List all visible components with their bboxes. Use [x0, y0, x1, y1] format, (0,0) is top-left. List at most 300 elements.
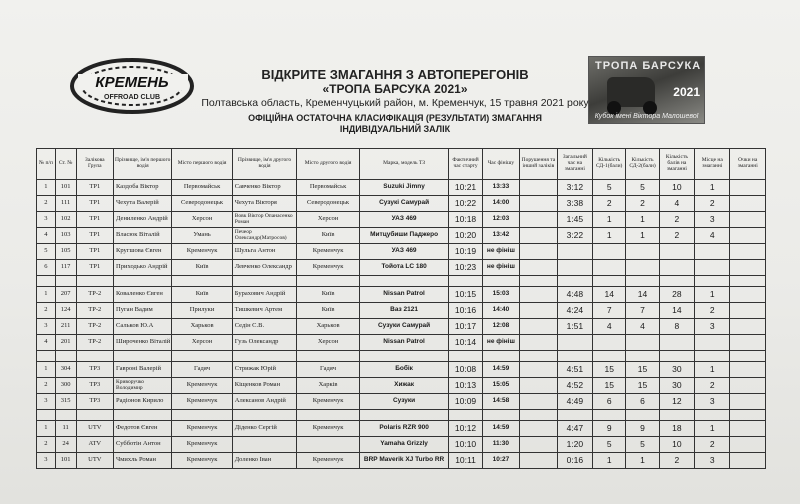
table-cell: 1 — [626, 453, 659, 469]
table-cell: 4:24 — [557, 303, 592, 319]
empty-cell — [232, 276, 297, 287]
table-cell: Кругшова Євген — [114, 244, 172, 260]
table-cell: 1 — [593, 228, 626, 244]
table-cell: ТР3 — [76, 378, 113, 394]
table-cell: 2 — [37, 303, 56, 319]
table-cell: Nissan Patrol — [359, 335, 449, 351]
table-cell: 10:21 — [449, 180, 482, 196]
table-cell: Савченко Віктор — [232, 180, 297, 196]
table-cell — [730, 196, 766, 212]
table-cell: 14 — [593, 287, 626, 303]
table-cell — [659, 260, 694, 276]
table-cell: Херсон — [172, 335, 232, 351]
table-cell: Коваленко Євген — [114, 287, 172, 303]
table-cell: 6 — [593, 394, 626, 410]
column-header: Загальний час на змаганні — [557, 149, 592, 180]
logo-right-top: ТРОПА БАРСУКА — [595, 60, 702, 72]
empty-cell — [730, 276, 766, 287]
table-cell — [626, 260, 659, 276]
table-cell: Yamaha Grizzly — [359, 437, 449, 453]
table-cell: 3 — [695, 394, 730, 410]
logo-left-text: КРЕМЕНЬ — [95, 74, 169, 91]
empty-cell — [626, 351, 659, 362]
table-cell: 12 — [659, 394, 694, 410]
table-cell: 4:49 — [557, 394, 592, 410]
table-cell: 2 — [659, 228, 694, 244]
table-row — [37, 362, 766, 378]
table-cell: Київ — [297, 303, 359, 319]
table-cell — [730, 319, 766, 335]
table-cell — [659, 335, 694, 351]
table-cell: 1 — [37, 421, 56, 437]
table-cell — [520, 228, 557, 244]
empty-cell — [37, 351, 56, 362]
table-cell — [695, 335, 730, 351]
event-name: «ТРОПА БАРСУКА 2021» — [322, 82, 468, 96]
table-cell: Київ — [172, 287, 232, 303]
table-cell: 12:03 — [482, 212, 519, 228]
table-cell: 1 — [37, 180, 56, 196]
empty-cell — [593, 410, 626, 421]
table-cell: 304 — [55, 362, 76, 378]
table-cell: Кіщенков Роман — [232, 378, 297, 394]
empty-cell — [626, 276, 659, 287]
table-cell: 5 — [593, 437, 626, 453]
table-cell: 207 — [55, 287, 76, 303]
table-cell: 105 — [55, 244, 76, 260]
table-cell: 10 — [659, 180, 694, 196]
empty-cell — [520, 410, 557, 421]
table-cell: 2 — [659, 453, 694, 469]
empty-cell — [695, 276, 730, 287]
table-cell: УАЗ 469 — [359, 244, 449, 260]
table-cell: 4:47 — [557, 421, 592, 437]
table-cell: 28 — [659, 287, 694, 303]
table-row — [37, 260, 766, 276]
table-cell: 10:12 — [449, 421, 482, 437]
table-cell: Чехута Вікторя — [232, 196, 297, 212]
empty-cell — [520, 276, 557, 287]
table-cell — [730, 421, 766, 437]
empty-cell — [359, 351, 449, 362]
empty-cell — [520, 351, 557, 362]
table-cell: 4 — [626, 319, 659, 335]
table-cell: 3 — [37, 453, 56, 469]
empty-cell — [449, 276, 482, 287]
table-cell — [520, 287, 557, 303]
table-cell: Кременчук — [172, 421, 232, 437]
table-cell: не фініш — [482, 244, 519, 260]
table-row — [37, 378, 766, 394]
table-cell: Левченко Олександр — [232, 260, 297, 276]
table-cell: Власюк Віталій — [114, 228, 172, 244]
table-cell: 1 — [626, 212, 659, 228]
table-cell: 5 — [37, 244, 56, 260]
table-cell — [730, 260, 766, 276]
table-cell: 5 — [593, 180, 626, 196]
table-cell: Бобік — [359, 362, 449, 378]
table-cell — [232, 437, 297, 453]
column-header: Місце на змаганні — [695, 149, 730, 180]
table-cell — [730, 212, 766, 228]
table-cell: Гузь Олександр — [232, 335, 297, 351]
empty-cell — [557, 276, 592, 287]
column-header: Прізвище, ім'я першого водія — [114, 149, 172, 180]
table-cell: Прилуки — [172, 303, 232, 319]
table-cell: Кременчук — [172, 437, 232, 453]
table-cell: Гавроні Валерій — [114, 362, 172, 378]
table-cell: 6 — [626, 394, 659, 410]
table-cell: Седін С.В. — [232, 319, 297, 335]
table-cell: 10:17 — [449, 319, 482, 335]
table-cell: 5 — [626, 437, 659, 453]
empty-cell — [55, 276, 76, 287]
empty-cell — [232, 410, 297, 421]
table-cell: УАЗ 469 — [359, 212, 449, 228]
table-cell: Широченко Віталій — [114, 335, 172, 351]
table-cell: Херсон — [172, 212, 232, 228]
standings-title: ІНДИВІДУАЛЬНИЙ ЗАЛІК — [339, 124, 451, 134]
empty-cell — [482, 410, 519, 421]
table-cell — [730, 287, 766, 303]
empty-cell — [297, 410, 359, 421]
table-cell: 4:51 — [557, 362, 592, 378]
table-cell — [520, 335, 557, 351]
table-cell: 9 — [593, 421, 626, 437]
table-cell: 1 — [593, 212, 626, 228]
empty-cell — [76, 276, 113, 287]
logo-right-sub: Кубок імені Віктора Малошевої — [594, 113, 699, 120]
table-cell — [695, 260, 730, 276]
table-cell — [520, 260, 557, 276]
table-cell: Діденко Сергій — [232, 421, 297, 437]
table-cell: Чехута Валерій — [114, 196, 172, 212]
table-cell — [730, 394, 766, 410]
event-location: Полтавська область, Кременчуцький район, м. Кременчук, 15 травня 2021 року — [201, 97, 589, 109]
empty-cell — [76, 410, 113, 421]
empty-cell — [114, 276, 172, 287]
table-cell: Polaris RZR 900 — [359, 421, 449, 437]
table-cell: 14:59 — [482, 421, 519, 437]
table-cell: Сузуки Самурай — [359, 319, 449, 335]
table-cell: 8 — [659, 319, 694, 335]
table-cell: 101 — [55, 180, 76, 196]
table-cell: 10:18 — [449, 212, 482, 228]
empty-cell — [55, 351, 76, 362]
column-header: № п/п — [37, 149, 56, 180]
table-cell: ТР1 — [76, 180, 113, 196]
table-cell: 14:59 — [482, 362, 519, 378]
empty-cell — [359, 276, 449, 287]
tropa-barsuka-logo — [588, 56, 705, 124]
column-header: Залікова Група — [76, 149, 113, 180]
table-cell — [659, 244, 694, 260]
table-row — [37, 421, 766, 437]
column-header: Час фінішу — [482, 149, 519, 180]
table-cell: 4 — [593, 319, 626, 335]
table-cell: 10:16 — [449, 303, 482, 319]
table-cell: 1:20 — [557, 437, 592, 453]
table-cell: 0:16 — [557, 453, 592, 469]
empty-cell — [37, 410, 56, 421]
table-cell — [520, 319, 557, 335]
table-cell: 300 — [55, 378, 76, 394]
empty-cell — [76, 351, 113, 362]
table-cell — [593, 244, 626, 260]
table-cell: 10:08 — [449, 362, 482, 378]
table-cell: ТР-2 — [76, 319, 113, 335]
table-cell: 12:08 — [482, 319, 519, 335]
table-row — [37, 335, 766, 351]
empty-cell — [172, 351, 232, 362]
table-row — [37, 437, 766, 453]
table-cell: Стрижак Юрій — [232, 362, 297, 378]
empty-cell — [232, 351, 297, 362]
table-cell: Кременчук — [297, 244, 359, 260]
table-cell: Дениленко Андрій — [114, 212, 172, 228]
table-cell: 1 — [695, 180, 730, 196]
table-cell: Пуган Вадим — [114, 303, 172, 319]
table-cell: Сузуки — [359, 394, 449, 410]
table-cell: 15:05 — [482, 378, 519, 394]
table-cell — [626, 244, 659, 260]
table-cell: Кременчук — [297, 421, 359, 437]
table-cell: 3 — [695, 319, 730, 335]
table-cell: Хижак — [359, 378, 449, 394]
column-header: Кількість балів на змаганні — [659, 149, 694, 180]
table-row — [37, 303, 766, 319]
table-cell: 14 — [626, 287, 659, 303]
table-cell: 4 — [37, 228, 56, 244]
table-cell: Вовк Віктор Опанасенко Роман — [232, 212, 297, 228]
table-cell: 10:14 — [449, 335, 482, 351]
table-cell: 5 — [626, 180, 659, 196]
table-row — [37, 180, 766, 196]
table-cell: Херсон — [297, 212, 359, 228]
table-cell: 102 — [55, 212, 76, 228]
table-cell — [593, 260, 626, 276]
table-cell: 10:09 — [449, 394, 482, 410]
table-cell: Криворучко Володимир — [114, 378, 172, 394]
table-cell: Каздоба Віктор — [114, 180, 172, 196]
table-cell: Тойота LC 180 — [359, 260, 449, 276]
table-cell: 1 — [37, 362, 56, 378]
logo-left-sub: OFFROAD CLUB — [104, 94, 160, 101]
table-cell: Гадяч — [172, 362, 232, 378]
table-cell: 2 — [37, 437, 56, 453]
table-cell: Nissan Patrol — [359, 287, 449, 303]
table-cell: ТР3 — [76, 362, 113, 378]
table-cell: 15 — [593, 362, 626, 378]
table-cell: Печеор Олександр(Матросов) — [232, 228, 297, 244]
table-cell — [520, 378, 557, 394]
table-cell: 6 — [37, 260, 56, 276]
table-cell — [520, 180, 557, 196]
table-cell: 18 — [659, 421, 694, 437]
table-cell — [520, 362, 557, 378]
table-cell: Сузукі Самурай — [359, 196, 449, 212]
empty-cell — [449, 410, 482, 421]
table-cell: 14:00 — [482, 196, 519, 212]
table-cell: Митцубиши Паджеро — [359, 228, 449, 244]
table-cell: 1:51 — [557, 319, 592, 335]
table-cell: Сальков Ю.А — [114, 319, 172, 335]
table-cell: 2 — [37, 378, 56, 394]
table-cell — [695, 244, 730, 260]
table-cell: 117 — [55, 260, 76, 276]
kremen-offroad-club-logo — [70, 52, 195, 114]
table-cell: 3:22 — [557, 228, 592, 244]
table-cell: Кременчук — [172, 453, 232, 469]
table-cell: ТР1 — [76, 260, 113, 276]
column-header: Марка, модель ТЗ — [359, 149, 449, 180]
table-cell: 103 — [55, 228, 76, 244]
table-cell: 10:23 — [449, 260, 482, 276]
table-cell: Кременчук — [172, 378, 232, 394]
empty-cell — [172, 276, 232, 287]
table-cell: не фініш — [482, 260, 519, 276]
table-cell: Умань — [172, 228, 232, 244]
empty-cell — [114, 351, 172, 362]
table-cell: ТР1 — [76, 196, 113, 212]
table-cell: не фініш — [482, 335, 519, 351]
table-cell: 3 — [695, 453, 730, 469]
table-cell: ТР1 — [76, 244, 113, 260]
table-cell: 1 — [37, 287, 56, 303]
table-cell: Шульга Антон — [232, 244, 297, 260]
empty-cell — [593, 351, 626, 362]
table-cell: Харьков — [172, 319, 232, 335]
empty-cell — [172, 410, 232, 421]
table-cell: 14:40 — [482, 303, 519, 319]
table-cell: 15 — [626, 362, 659, 378]
table-cell — [730, 362, 766, 378]
table-cell: ТР3 — [76, 394, 113, 410]
table-cell: 15:03 — [482, 287, 519, 303]
table-cell: Харьков — [297, 319, 359, 335]
empty-cell — [695, 351, 730, 362]
table-cell: Бурахович Андрій — [232, 287, 297, 303]
group-separator-row — [37, 351, 766, 362]
table-cell: Северодонецьк — [172, 196, 232, 212]
table-row — [37, 319, 766, 335]
table-cell: 1 — [593, 453, 626, 469]
table-cell: Приходько Андрій — [114, 260, 172, 276]
column-header: Прізвище, ім'я другого водія — [232, 149, 297, 180]
empty-cell — [557, 351, 592, 362]
table-cell: 9 — [626, 421, 659, 437]
page-title: ВІДКРИТЕ ЗМАГАННЯ З АВТОПЕРЕГОНІВ — [261, 67, 529, 82]
column-header: Очки на змаганні — [730, 149, 766, 180]
table-cell: Кременчук — [172, 244, 232, 260]
table-cell: 3 — [37, 394, 56, 410]
table-cell: 10:11 — [449, 453, 482, 469]
table-cell: 101 — [55, 453, 76, 469]
table-cell: 2 — [593, 196, 626, 212]
empty-cell — [55, 410, 76, 421]
table-cell: 10:20 — [449, 228, 482, 244]
table-cell: 1 — [695, 421, 730, 437]
table-cell: Первомайськ — [172, 180, 232, 196]
table-cell: 124 — [55, 303, 76, 319]
empty-cell — [695, 410, 730, 421]
table-cell: ТР1 — [76, 212, 113, 228]
table-cell: 4 — [37, 335, 56, 351]
table-cell — [593, 335, 626, 351]
group-separator-row — [37, 410, 766, 421]
table-cell: 10:10 — [449, 437, 482, 453]
table-cell: Алексанов Андрій — [232, 394, 297, 410]
table-cell: 10:15 — [449, 287, 482, 303]
table-cell: Чмихль Роман — [114, 453, 172, 469]
table-cell — [730, 303, 766, 319]
table-cell — [520, 212, 557, 228]
table-cell: 3 — [695, 212, 730, 228]
empty-cell — [449, 351, 482, 362]
table-cell: 13:33 — [482, 180, 519, 196]
table-cell: 3 — [37, 319, 56, 335]
table-cell — [520, 453, 557, 469]
table-cell: 11:30 — [482, 437, 519, 453]
table-cell — [730, 228, 766, 244]
table-cell — [557, 335, 592, 351]
table-cell: 24 — [55, 437, 76, 453]
logo-right-year: 2021 — [673, 85, 700, 99]
table-cell: 3 — [37, 212, 56, 228]
table-cell — [557, 260, 592, 276]
table-cell — [297, 437, 359, 453]
table-cell: 1 — [626, 228, 659, 244]
table-cell — [520, 421, 557, 437]
table-row — [37, 287, 766, 303]
table-cell: UTV — [76, 453, 113, 469]
table-cell: Київ — [297, 228, 359, 244]
group-separator-row — [37, 276, 766, 287]
column-header: Місто першого водія — [172, 149, 232, 180]
table-cell: Кременчук — [172, 394, 232, 410]
table-cell: 111 — [55, 196, 76, 212]
table-row — [37, 228, 766, 244]
table-cell: 30 — [659, 362, 694, 378]
table-cell: Ваз 2121 — [359, 303, 449, 319]
table-cell: 3:38 — [557, 196, 592, 212]
table-cell — [730, 453, 766, 469]
table-cell — [557, 244, 592, 260]
table-cell: Субботін Антон — [114, 437, 172, 453]
table-row — [37, 453, 766, 469]
table-cell: 30 — [659, 378, 694, 394]
table-row — [37, 212, 766, 228]
empty-cell — [482, 276, 519, 287]
empty-cell — [593, 276, 626, 287]
table-cell — [626, 335, 659, 351]
table-cell: 11 — [55, 421, 76, 437]
table-cell: Федотов Євген — [114, 421, 172, 437]
table-cell: 4:48 — [557, 287, 592, 303]
empty-cell — [557, 410, 592, 421]
column-header: Місто другого водія — [297, 149, 359, 180]
table-cell: Херсон — [297, 335, 359, 351]
table-cell: 2 — [37, 196, 56, 212]
table-cell: ATV — [76, 437, 113, 453]
column-header: Кількість СД-2(бали) — [626, 149, 659, 180]
table-cell: 1 — [695, 287, 730, 303]
table-cell: 4 — [695, 228, 730, 244]
empty-cell — [626, 410, 659, 421]
table-cell: 7 — [593, 303, 626, 319]
table-cell: 315 — [55, 394, 76, 410]
table-cell: 7 — [626, 303, 659, 319]
